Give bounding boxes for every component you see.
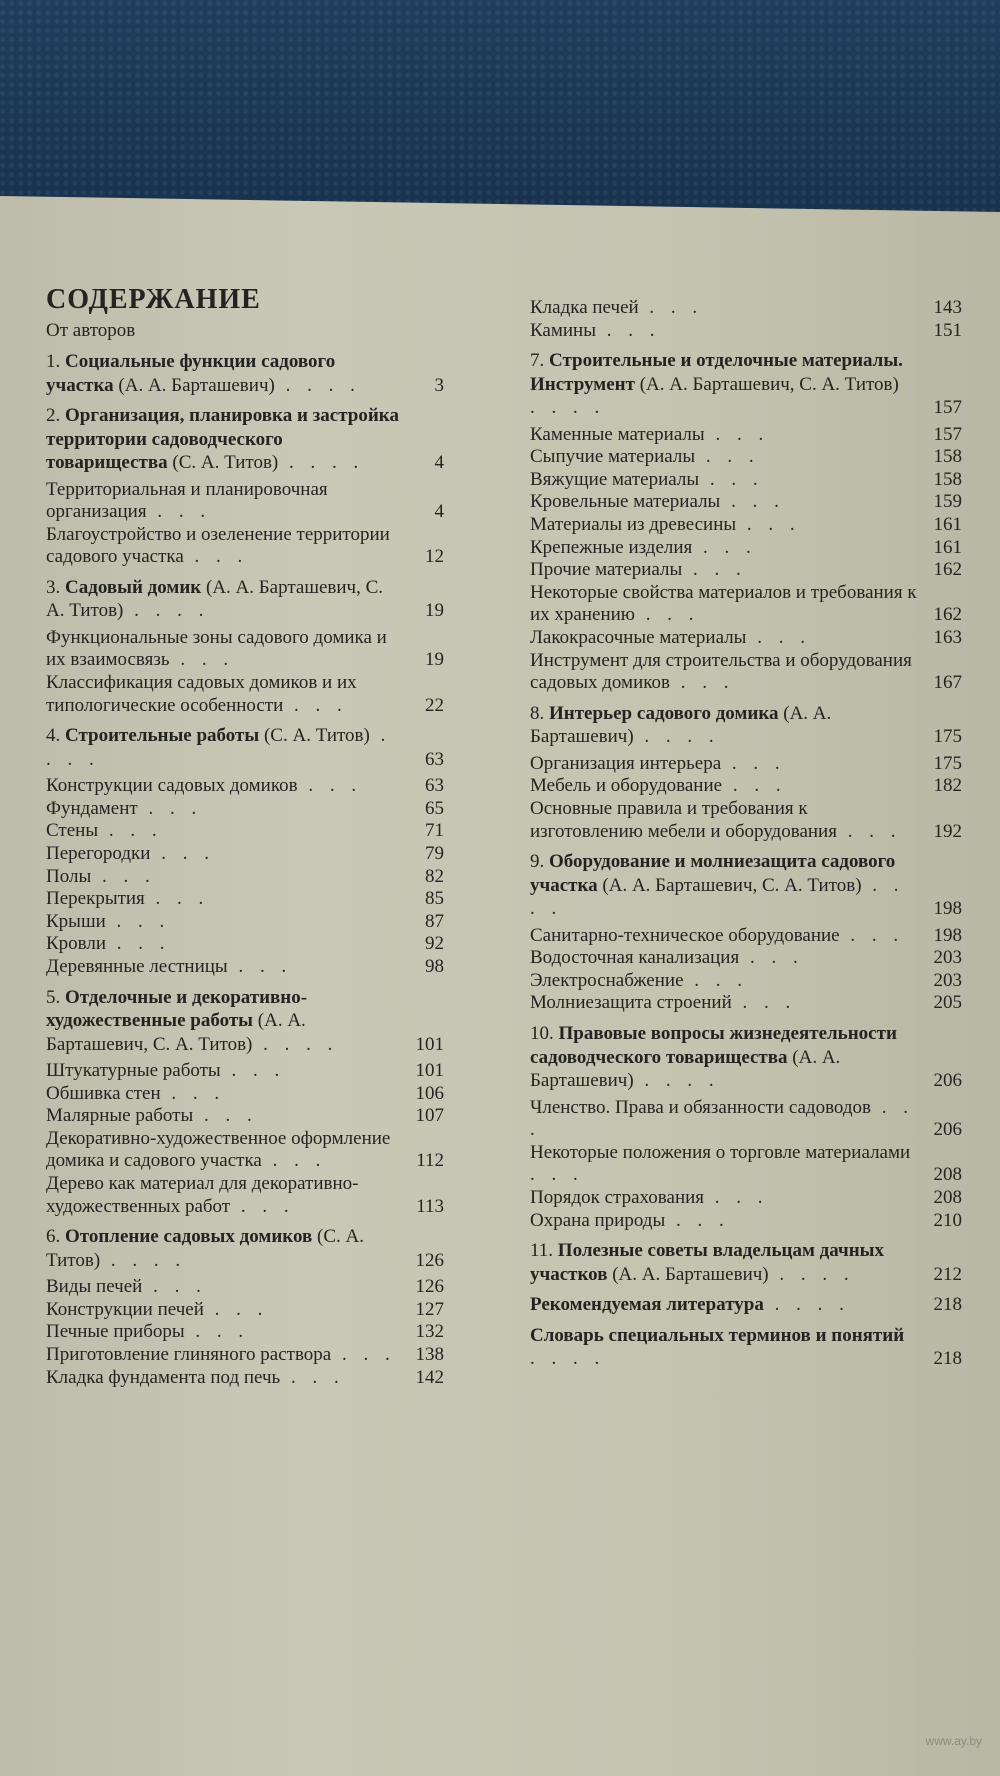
section-list xyxy=(530,424,962,695)
chapter-title: Садовый домик xyxy=(65,576,202,598)
page-number: 167 xyxy=(933,672,962,694)
chapter-authors: (С. А. Титов) xyxy=(172,452,279,473)
page-number: 161 xyxy=(933,514,962,536)
chapter-number: 4. xyxy=(46,725,61,747)
page-number: 126 xyxy=(415,1276,444,1298)
page-number: 158 xyxy=(933,446,962,468)
page-number: 198 xyxy=(933,898,962,920)
page-number: 85 xyxy=(425,888,444,910)
toc-entry xyxy=(530,582,962,627)
toc-entry xyxy=(530,1097,962,1142)
dot-leader: . . . xyxy=(183,546,249,568)
entry-title: Стены xyxy=(46,820,99,842)
dot-leader: . . . xyxy=(331,1344,396,1366)
toc-entry xyxy=(46,798,444,821)
toc-left-list xyxy=(46,350,444,1389)
toc-entry xyxy=(530,514,962,537)
page-number: 82 xyxy=(425,865,444,887)
dot-leader: . . . . xyxy=(530,1348,606,1370)
toc-right-list xyxy=(530,297,962,1371)
toc-entry xyxy=(530,627,962,650)
page-number: 212 xyxy=(933,1263,962,1285)
toc-chapter xyxy=(46,724,444,978)
chapter-title: Оборудование и молниезащита садового участка xyxy=(530,851,896,896)
dot-leader: . . . . xyxy=(633,1070,720,1092)
chapter-title: Строительные и отделочные материалы. Инструмент xyxy=(530,350,903,395)
entry-title: Благоустройство и озеленение территории садового участка xyxy=(46,523,390,568)
page-number: 162 xyxy=(933,604,962,626)
toc-chapter xyxy=(46,1225,444,1389)
page-number: 142 xyxy=(415,1366,444,1388)
entry-title: Декоративно-художественное оформление домика и садового участка xyxy=(46,1127,391,1172)
toc-chapter xyxy=(46,986,444,1219)
dot-leader: . . . xyxy=(731,992,797,1014)
toc-entry xyxy=(46,933,444,956)
dot-leader: . . . . xyxy=(530,874,905,920)
page-number: 132 xyxy=(415,1321,444,1343)
section-list xyxy=(530,1097,962,1233)
entry-title: Молниезащита строений xyxy=(530,992,732,1014)
chapter-title: Организация, планировка и застройка территории садоводческого товарищества xyxy=(46,405,399,473)
entry-title: Мебель и оборудование xyxy=(530,775,723,797)
dot-leader: . . . xyxy=(746,627,811,649)
dot-leader: . . . xyxy=(721,752,786,774)
dot-leader: . . . xyxy=(261,1150,327,1172)
page-number: 182 xyxy=(933,775,962,797)
page-number: 12 xyxy=(425,546,444,568)
entry-title: Фундамент xyxy=(46,797,138,819)
page-number: 101 xyxy=(415,1060,444,1082)
entry-title: Кровельные материалы xyxy=(530,491,721,513)
toc-entry xyxy=(530,753,962,776)
chapter-title: Словарь специальных терминов и понятий xyxy=(530,1324,905,1346)
page-number: 218 xyxy=(933,1348,962,1370)
dot-leader: . . . . xyxy=(46,725,392,770)
page-number: 101 xyxy=(415,1033,444,1055)
toc-entry xyxy=(530,1210,962,1233)
chapter-heading xyxy=(46,724,444,771)
section-list xyxy=(46,775,444,978)
section-list xyxy=(530,925,962,1015)
toc-entry xyxy=(46,956,444,979)
dot-leader: . . . . xyxy=(252,1033,339,1055)
chapter-title: Правовые вопросы жизнедеятельности садоводческого товарищества xyxy=(530,1023,897,1068)
section-list xyxy=(530,753,962,843)
page-number: 22 xyxy=(425,694,444,716)
dot-leader: . . . xyxy=(720,491,785,513)
page-number: 87 xyxy=(425,910,444,932)
page-number: 92 xyxy=(425,933,444,955)
page-number: 218 xyxy=(933,1294,962,1316)
chapter-number: 6. xyxy=(46,1226,61,1248)
chapter-heading xyxy=(530,1324,962,1371)
page-number: 112 xyxy=(416,1150,444,1172)
toc-chapter xyxy=(530,1324,962,1371)
page-number: 4 xyxy=(434,452,444,473)
chapter-number: 9. xyxy=(530,851,545,873)
chapter-number: 3. xyxy=(46,576,61,598)
toc-entry xyxy=(530,424,962,447)
dot-leader: . . . . xyxy=(123,600,210,622)
toc-entry xyxy=(530,970,962,993)
chapter-number: 8. xyxy=(530,702,545,724)
dot-leader: . . . . xyxy=(763,1294,850,1316)
toc-entry xyxy=(46,1367,444,1390)
toc-entry xyxy=(530,469,962,492)
toc-entry xyxy=(46,820,444,843)
page-number: 19 xyxy=(425,649,444,671)
dot-leader: . . . xyxy=(736,514,801,536)
dot-leader: . . . xyxy=(683,969,749,991)
dot-leader: . . . xyxy=(595,319,661,341)
dot-leader: . . . xyxy=(722,775,787,797)
chapter-number: 5. xyxy=(46,986,61,1008)
toc-chapter xyxy=(46,350,444,397)
dot-leader: . . . xyxy=(160,1082,226,1104)
page-number: 210 xyxy=(933,1209,962,1231)
entry-title: Кладка фундамента под печь xyxy=(46,1366,281,1388)
entry-title: Крепежные изделия xyxy=(530,536,693,558)
toc-entry xyxy=(530,446,962,469)
dot-leader: . . . xyxy=(682,559,747,581)
entry-title: Конструкции садовых домиков xyxy=(46,775,298,797)
toc-entry xyxy=(46,775,444,798)
entry-title: Камины xyxy=(530,319,596,341)
page-number: 3 xyxy=(434,374,444,396)
entry-title: Обшивка стен xyxy=(46,1082,161,1104)
entry-title: Деревянные лестницы xyxy=(46,956,228,977)
toc-entry xyxy=(46,627,444,672)
toc-entry xyxy=(46,1083,444,1106)
page-number: 127 xyxy=(415,1298,444,1320)
entry-title: Печные приборы xyxy=(46,1321,185,1343)
entry-title: Перекрытия xyxy=(46,888,145,910)
dot-leader: . . . xyxy=(203,1298,269,1320)
section-list xyxy=(46,627,444,717)
entry-title: Каменные материалы xyxy=(530,423,705,445)
page-number: 162 xyxy=(933,559,962,581)
chapter-number: 10. xyxy=(530,1023,554,1045)
page-number: 143 xyxy=(933,297,962,318)
entry-title: Основные правила и требования к изготовлению мебели и оборудования xyxy=(530,798,837,842)
chapter-authors: (А. А. Барташевич, С. А. Титов) xyxy=(46,576,384,622)
dot-leader: . . . xyxy=(283,694,348,716)
toc-entry xyxy=(530,947,962,970)
chapter-heading xyxy=(46,1225,444,1272)
chapter-authors: (А. А. Барташевич, С. А. Титов) xyxy=(46,1010,306,1055)
dot-leader: . . . xyxy=(704,423,770,445)
entry-title: Полы xyxy=(46,865,92,887)
chapter-authors: (А. А. Барташевич) xyxy=(530,702,832,748)
page-title: СОДЕРЖАНИЕ xyxy=(46,284,261,315)
chapter-title: Рекомендуемая литература xyxy=(530,1294,764,1316)
toc-chapter xyxy=(46,576,444,717)
toc-left-column xyxy=(46,284,444,1389)
toc-chapter xyxy=(530,850,962,1015)
chapter-authors: (А. А. Барташевич, С. А. Титов) xyxy=(602,874,862,896)
toc-entry xyxy=(530,1187,962,1210)
dot-leader: . . . . xyxy=(100,1249,187,1271)
page-number: 113 xyxy=(416,1195,444,1217)
toc-entry xyxy=(530,491,962,514)
page-number: 71 xyxy=(425,820,444,842)
chapter-title: Отделочные и декоративно-художественные работы xyxy=(46,986,308,1032)
page-number: 151 xyxy=(933,319,962,341)
toc-entry xyxy=(530,650,962,695)
entry-title: Виды печей xyxy=(46,1276,143,1298)
toc-entry xyxy=(46,1344,444,1367)
watermark: www.ay.by xyxy=(925,1734,982,1748)
toc-entry xyxy=(46,524,444,569)
dot-leader: . . . xyxy=(530,1164,584,1186)
entry-title: Кровли xyxy=(46,933,107,955)
dot-leader: . . . xyxy=(695,446,760,468)
dot-leader: . . . xyxy=(692,536,757,558)
page-number: 63 xyxy=(425,775,444,797)
toc-entry xyxy=(46,1299,444,1322)
dot-leader: . . . xyxy=(184,1321,250,1343)
chapter-title: Интерьер садового домика xyxy=(549,702,779,724)
chapter-heading xyxy=(530,1293,962,1317)
dot-leader: . . . xyxy=(98,820,163,842)
dot-leader: . . . xyxy=(227,956,293,977)
toc-intro: От авторов xyxy=(46,320,136,341)
entry-title: Конструкции печей xyxy=(46,1298,204,1320)
dot-leader: . . . xyxy=(280,1366,345,1388)
toc-chapter xyxy=(530,1239,962,1286)
toc-entry xyxy=(530,559,962,582)
page-number: 79 xyxy=(425,843,444,865)
dot-leader: . . . xyxy=(739,947,804,969)
chapter-heading xyxy=(530,702,962,749)
dot-leader: . . . xyxy=(699,468,764,490)
chapter-heading xyxy=(530,1239,962,1286)
entry-title: Электроснабжение xyxy=(530,969,684,991)
entry-title: Штукатурные работы xyxy=(46,1060,221,1082)
chapter-number: 1. xyxy=(46,351,61,372)
page-number: 65 xyxy=(425,797,444,819)
page-number: 203 xyxy=(933,969,962,991)
entry-title: Прочие материалы xyxy=(530,559,683,581)
entry-title: Санитарно-техническое оборудование xyxy=(530,924,840,946)
toc-entry xyxy=(46,1276,444,1299)
chapter-authors: (А. А. Барташевич) xyxy=(612,1263,769,1285)
toc-entry xyxy=(530,925,962,948)
entry-title: Функциональные зоны садового домика и их взаимосвязь xyxy=(46,626,387,671)
dot-leader: . . . xyxy=(150,843,215,865)
page-number: 138 xyxy=(415,1344,444,1366)
page-number: 4 xyxy=(434,501,444,523)
chapter-number: 7. xyxy=(530,350,545,372)
chapter-number: 11. xyxy=(530,1240,554,1262)
chapter-heading xyxy=(46,986,444,1057)
toc-entry xyxy=(46,1173,444,1218)
dot-leader: . . . xyxy=(105,910,171,932)
chapter-title: Полезные советы владельцам дачных участков xyxy=(530,1240,884,1285)
toc-entry xyxy=(530,320,962,343)
dot-leader: . . . . xyxy=(530,397,606,419)
dot-leader: . . . xyxy=(665,1209,730,1231)
chapter-heading xyxy=(46,404,444,475)
entry-title: Некоторые свойства материалов и требования к их хранению xyxy=(530,581,917,626)
dot-leader: . . . xyxy=(634,604,700,626)
dot-leader: . . . xyxy=(836,820,902,842)
toc-right-column xyxy=(530,290,962,1371)
toc-entry xyxy=(46,672,444,717)
chapter-heading xyxy=(530,349,962,420)
chapter-title: Строительные работы xyxy=(65,725,260,747)
dot-leader: . . . xyxy=(146,501,212,523)
dot-leader: . . . xyxy=(142,1276,207,1298)
entry-title: Вяжущие материалы xyxy=(530,468,700,490)
entry-title: Территориальная и планировочная организация xyxy=(46,478,328,523)
entry-title: Водосточная канализация xyxy=(530,947,740,969)
dot-leader: . . . xyxy=(137,797,203,819)
chapter-authors: (А. А. Барташевич, С. А. Титов) xyxy=(639,373,899,395)
dot-leader: . . . . xyxy=(278,452,365,473)
chapter-authors: (С. А. Титов) xyxy=(46,1226,364,1271)
page-number: 192 xyxy=(933,820,962,842)
page-number: 208 xyxy=(933,1164,962,1186)
dot-leader: . . . xyxy=(169,649,235,671)
entry-title: Лакокрасочные материалы xyxy=(530,627,747,649)
entry-title: Порядок страхования xyxy=(530,1186,705,1208)
toc-entry xyxy=(46,1060,444,1083)
toc-entry xyxy=(46,479,444,524)
page-number: 161 xyxy=(933,536,962,558)
section-list xyxy=(530,297,962,342)
dot-leader: . . . xyxy=(670,672,735,694)
entry-title: Организация интерьера xyxy=(530,752,722,774)
chapter-title: Социальные функции садового участка xyxy=(46,351,336,396)
entry-title: Классификация садовых домиков и их типологические особенности xyxy=(46,672,357,716)
toc-entry xyxy=(46,843,444,866)
dot-leader: . . . xyxy=(638,297,704,318)
page-number: 157 xyxy=(933,423,962,445)
dot-leader: . . . xyxy=(704,1186,769,1208)
page-number: 107 xyxy=(415,1105,444,1127)
toc-chapter xyxy=(530,702,962,843)
page-number: 126 xyxy=(415,1249,444,1271)
page-number: 159 xyxy=(933,491,962,513)
toc-entry xyxy=(46,1128,444,1173)
page-number: 198 xyxy=(933,924,962,946)
dot-leader: . . . xyxy=(91,865,156,887)
page-number: 157 xyxy=(933,397,962,419)
chapter-number: 2. xyxy=(46,405,61,426)
tablecloth-background xyxy=(0,0,1000,230)
entry-title: Перегородки xyxy=(46,843,151,865)
page-number: 175 xyxy=(933,726,962,748)
toc-chapter xyxy=(530,297,962,342)
page-number: 63 xyxy=(425,748,444,770)
entry-title: Кладка печей xyxy=(530,297,639,318)
toc-chapter xyxy=(530,349,962,695)
dot-leader: . . . . xyxy=(768,1263,855,1285)
toc-entry xyxy=(46,1321,444,1344)
entry-title: Инструмент для строительства и оборудования садовых домиков xyxy=(530,649,912,694)
toc-entry xyxy=(530,798,962,843)
entry-title: Членство. Права и обязанности садоводов xyxy=(530,1096,872,1118)
chapter-heading xyxy=(530,1022,962,1093)
dot-leader: . . . xyxy=(839,924,905,946)
toc-entry xyxy=(530,537,962,560)
entry-title: Крыши xyxy=(46,910,106,932)
toc-entry xyxy=(46,1105,444,1128)
toc-entry xyxy=(530,1142,962,1187)
page-number: 98 xyxy=(425,956,444,977)
dot-leader: . . . xyxy=(144,888,210,910)
dot-leader: . . . . xyxy=(633,726,720,748)
toc-entry xyxy=(530,297,962,320)
page-number: 205 xyxy=(933,992,962,1014)
toc-chapter xyxy=(530,1022,962,1232)
chapter-authors: (С. А. Титов) xyxy=(263,725,370,747)
toc-entry xyxy=(530,775,962,798)
entry-title: Материалы из древесины xyxy=(530,514,737,536)
entry-title: Охрана природы xyxy=(530,1209,666,1231)
toc-chapter xyxy=(530,1293,962,1317)
entry-title: Малярные работы xyxy=(46,1105,194,1127)
page-number: 19 xyxy=(425,600,444,622)
toc-entry xyxy=(530,992,962,1015)
page-number: 158 xyxy=(933,468,962,490)
chapter-heading xyxy=(46,350,444,397)
page-number: 206 xyxy=(933,1070,962,1092)
page-number: 208 xyxy=(933,1186,962,1208)
dot-leader: . . . xyxy=(106,933,171,955)
dot-leader: . . . xyxy=(220,1060,286,1082)
page-number: 203 xyxy=(933,947,962,969)
toc-entry xyxy=(46,866,444,889)
dot-leader: . . . xyxy=(230,1195,295,1217)
entry-title: Приготовление глиняного раствора xyxy=(46,1344,332,1366)
toc-entry xyxy=(46,888,444,911)
chapter-authors: (А. А. Барташевич) xyxy=(118,374,275,396)
page-number: 175 xyxy=(933,752,962,774)
dot-leader: . . . xyxy=(530,1096,915,1141)
toc-entry xyxy=(46,911,444,934)
section-list xyxy=(46,1060,444,1218)
dot-leader: . . . . xyxy=(274,374,361,396)
chapter-authors: (А. А. Барташевич) xyxy=(530,1046,841,1092)
chapter-heading xyxy=(46,576,444,623)
page-number: 106 xyxy=(415,1082,444,1104)
entry-title: Сыпучие материалы xyxy=(530,446,696,468)
page-number: 206 xyxy=(933,1119,962,1141)
entry-title: Дерево как материал для декоративно-художественных работ xyxy=(46,1173,359,1217)
page-number: 163 xyxy=(933,627,962,649)
dot-leader: . . . xyxy=(193,1105,258,1127)
section-list xyxy=(46,479,444,569)
toc-chapter xyxy=(46,404,444,569)
section-list xyxy=(46,1276,444,1389)
entry-title: Некоторые положения о торговле материалами xyxy=(530,1141,911,1163)
chapter-title: Отопление садовых домиков xyxy=(65,1226,313,1248)
dot-leader: . . . xyxy=(297,775,363,797)
chapter-heading xyxy=(530,850,962,921)
